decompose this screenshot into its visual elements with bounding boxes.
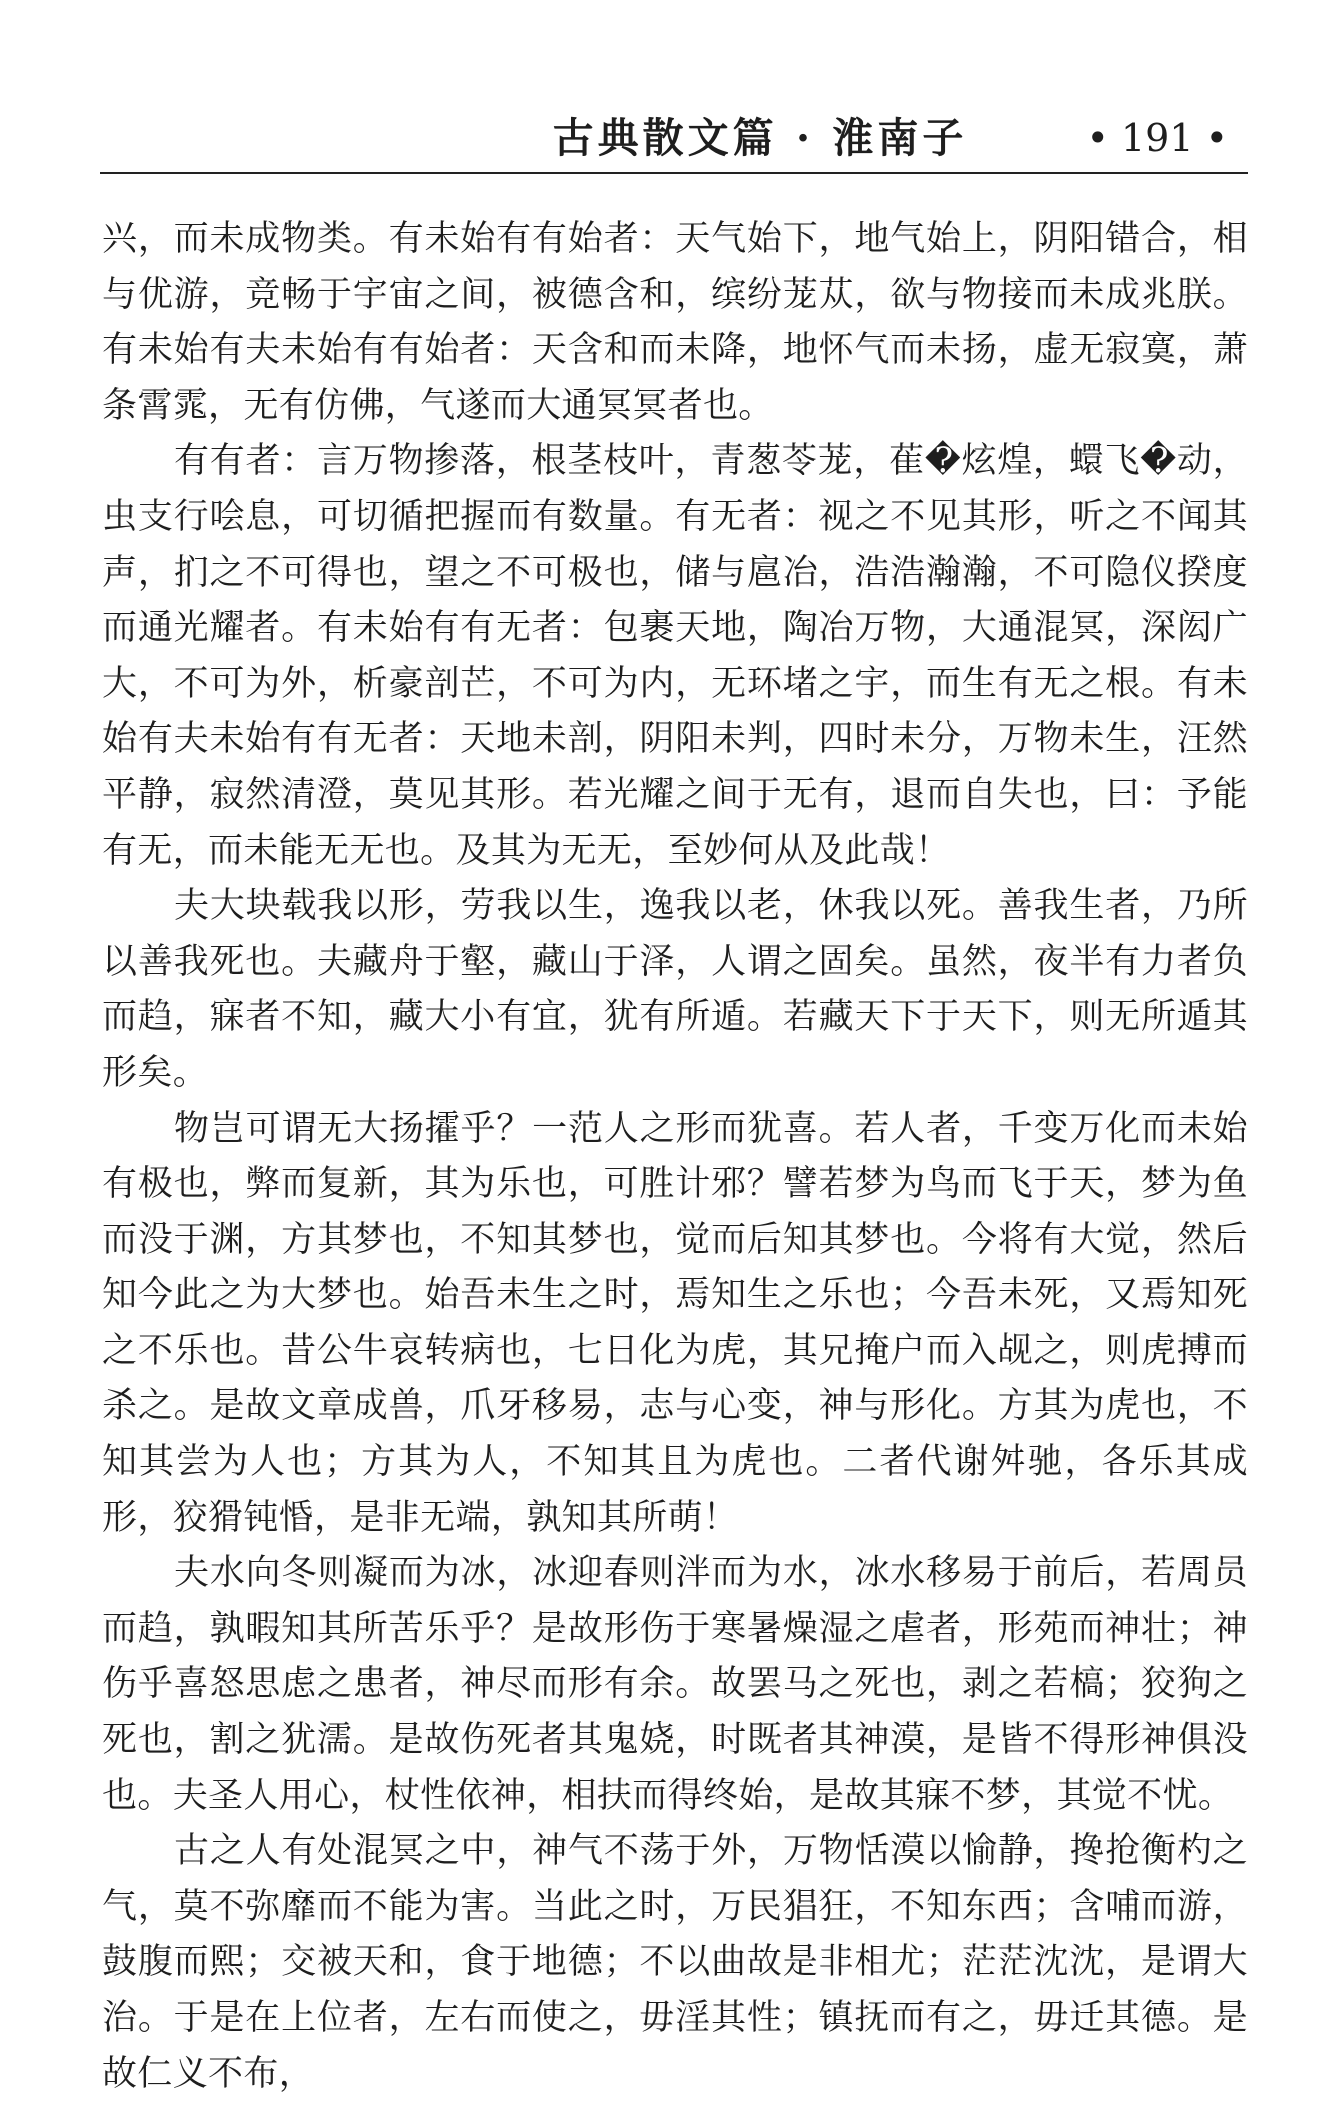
paragraph: 夫水向冬则凝而为冰，冰迎春则泮而为水，冰水移易于前后，若周员而趋，孰暇知其所苦乐乎？是故形伤于寒暑燥湿之虐者，形苑而神壮；神伤乎喜怒思虑之患者，神尽而形有余。故罢马之死也，剥之若槁；狡狗之死也，割之犹濡。是故伤死者其鬼娆，时既者其神漠，是皆不得形神俱没也。夫圣人用心，杖性依神，相扶而得终始，是故其寐不梦，其觉不忧。	[102, 1553, 1248, 1816]
paragraph: 有有者：言万物掺落，根茎枝叶，青葱苓茏，萑�炫煌，蠉飞�动，虫支行哙息，可切循把握而有数量。有无者：视之不见其形，听之不闻其声，扪之不可得也，望之不可极也，储与扈冶，浩浩瀚瀚，不可隐仪揆度而通光耀者。有未始有有无者：包裹天地，陶冶万物，大通混冥，深闳广大，不可为外，析豪剖芒，不可为内，无环堵之宇，而生有无之根。有未始有夫未始有有无者：天地未剖，阴阳未判，四时未分，万物未生，汪然平静，寂然清澄，莫见其形。若光耀之间于无有，退而自失也，曰：予能有无，而未能无无也。及其为无无，至妙何从及此哉！	[102, 441, 1248, 871]
paragraph: 夫大块载我以形，劳我以生，逸我以老，休我以死。善我生者，乃所以善我死也。夫藏舟于壑，藏山于泽，人谓之固矣。虽然，夜半有力者负而趋，寐者不知，藏大小有宜，犹有所遁。若藏天下于天下，则无所遁其形矣。	[102, 886, 1248, 1093]
running-header	[100, 108, 1248, 174]
paragraph-continued: 兴，而未成物类。有未始有有始者：天气始下，地气始上，阴阳错合，相与优游，竞畅于宇宙之间，被德含和，缤纷茏苁，欲与物接而未成兆朕。有未始有夫未始有有始者：天含和而未降，地怀气而未扬，虚无寂寞，萧条霄雿，无有仿佛，气遂而大通冥冥者也。	[102, 219, 1248, 426]
paragraph: 物岂可谓无大扬攉乎？一范人之形而犹喜。若人者，千变万化而未始有极也，弊而复新，其为乐也，可胜计邪？譬若梦为鸟而飞于天，梦为鱼而没于渊，方其梦也，不知其梦也，觉而后知其梦也。今将有大觉，然后知今此之为大梦也。始吾未生之时，焉知生之乐也；今吾未死，又焉知死之不乐也。昔公牛哀转病也，七日化为虎，其兄掩户而入觇之，则虎搏而杀之。是故文章成兽，爪牙移易，志与心变，神与形化。方其为虎也，不知其尝为人也；方其为人，不知其且为虎也。二者代谢舛驰，各乐其成形，狡猾钝惛，是非无端，孰知其所萌！	[102, 1108, 1248, 1538]
paragraph: 古之人有处混冥之中，神气不荡于外，万物恬漠以愉静，搀抢衡杓之气，莫不弥靡而不能为害。当此之时，万民猖狂，不知东西；含哺而游，鼓腹而熙；交被天和，食于地德；不以曲故是非相尤；茫茫沈沈，是谓大治。于是在上位者，左右而使之，毋淫其性；镇抚而有之，毋迁其德。是故仁义不布，	[102, 1831, 1248, 2094]
running-title: 古典散文篇 · 淮南子	[552, 114, 968, 162]
page-number: • 191 •	[1086, 116, 1228, 160]
header-rule	[100, 172, 1248, 174]
body-text	[102, 212, 1248, 2102]
